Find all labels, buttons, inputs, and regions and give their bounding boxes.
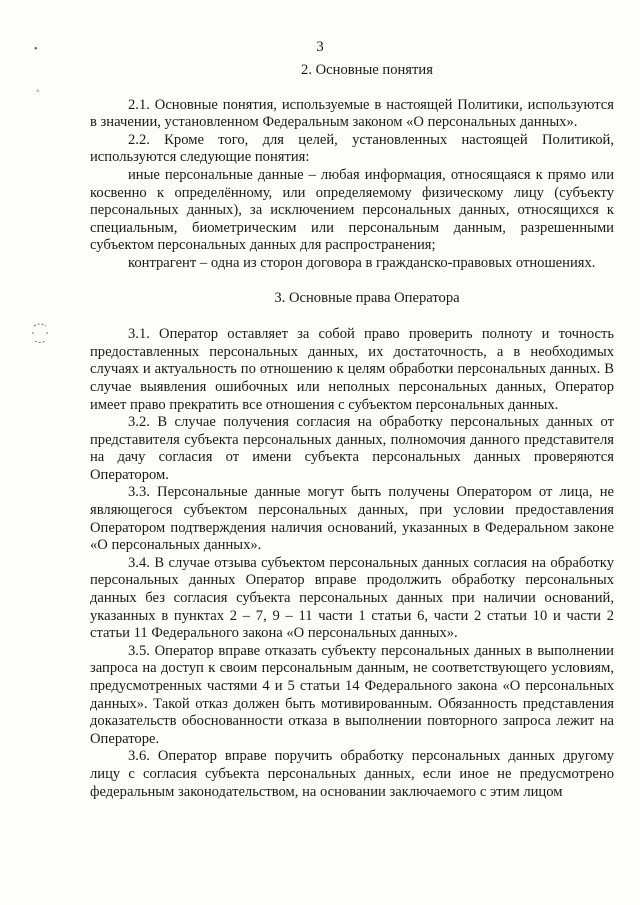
scan-speck: ◦ (36, 86, 40, 97)
paragraph-3-3: 3.3. Персональные данные могут быть получены Оператором от лица, не являющегося субъектом персональных данных, при условии предоставления Оператором подтверждения наличия оснований, указанных в Федеральном законе «О персональных данных». (90, 484, 614, 554)
paragraph-2-2: 2.2. Кроме того, для целей, установленных настоящей Политикой, используются следующие понятия: (90, 131, 614, 166)
definition-other-personal-data: иные персональные данные – любая информация, относящаяся к прямо или косвенно к определённому, или определяемому физическому лицу (субъекту персональных данных), за исключением персональных данных, относящихся к специальным, биометрическим или персональным данным, разрешенными субъектом персональных данных для распространения; (90, 166, 614, 254)
paragraph-3-2: 3.2. В случае получения согласия на обработку персональных данных от представителя субъекта персональных данных, полномочия данного представителя на дачу согласия от имени субъекта персональных данных проверяются Оператором. (90, 414, 614, 483)
paragraph-2-1: 2.1. Основные понятия, используемые в настоящей Политики, используются в значении, установленном Федеральным законом «О персональных данных». (90, 96, 614, 131)
paragraph-3-5: 3.5. Оператор вправе отказать субъекту персональных данных в выполнении запроса на доступ к своим персональным данным, не соответствующего условиям, предусмотренных частями 4 и 5 статьи 14 Федерального закона «О персональных данных». Такой отказ должен быть мотивированным. Обязанность представления доказательств обоснованности отказа в выполнении повторного запроса лежит на Операторе. (90, 642, 614, 747)
scan-speck: • (34, 44, 38, 55)
page-number: 3 (316, 39, 324, 55)
paragraph-3-1: 3.1. Оператор оставляет за собой право проверить полноту и точность предоставленных персональных данных, их достаточность, а в необходимых случаях и актуальность по отношению к целям обработки персональных данных. В случае выявления ошибочных или неполных персональных данных, Оператор имеет право прекратить все отношения с субъектом персональных данных. (90, 326, 614, 413)
document-body (90, 62, 614, 801)
section-3-title: 3. Основные права Оператора (274, 289, 460, 306)
section-2-title: 2. Основные понятия (301, 62, 433, 78)
hole-punch-mark (30, 322, 50, 344)
definition-counterparty: контрагент – одна из сторон договора в гражданско-правовых отношениях. (128, 254, 596, 271)
paragraph-3-6: 3.6. Оператор вправе поручить обработку персональных данных другому лицу с согласия субъекта персональных данных, если иное не предусмотрено федеральным законодательством, на основании заключаемого с этим лицом (90, 748, 614, 800)
paragraph-3-4: 3.4. В случае отзыва субъектом персональных данных согласия на обработку персональных данных Оператор вправе продолжить обработку персональных данных без согласия субъекта персональных данных при наличии оснований, указанных в пунктах 2 – 7, 9 – 11 части 1 статьи 6, части 2 статьи 10 и части 2 статьи 11 Федерального закона «О персональных данных». (90, 554, 614, 642)
